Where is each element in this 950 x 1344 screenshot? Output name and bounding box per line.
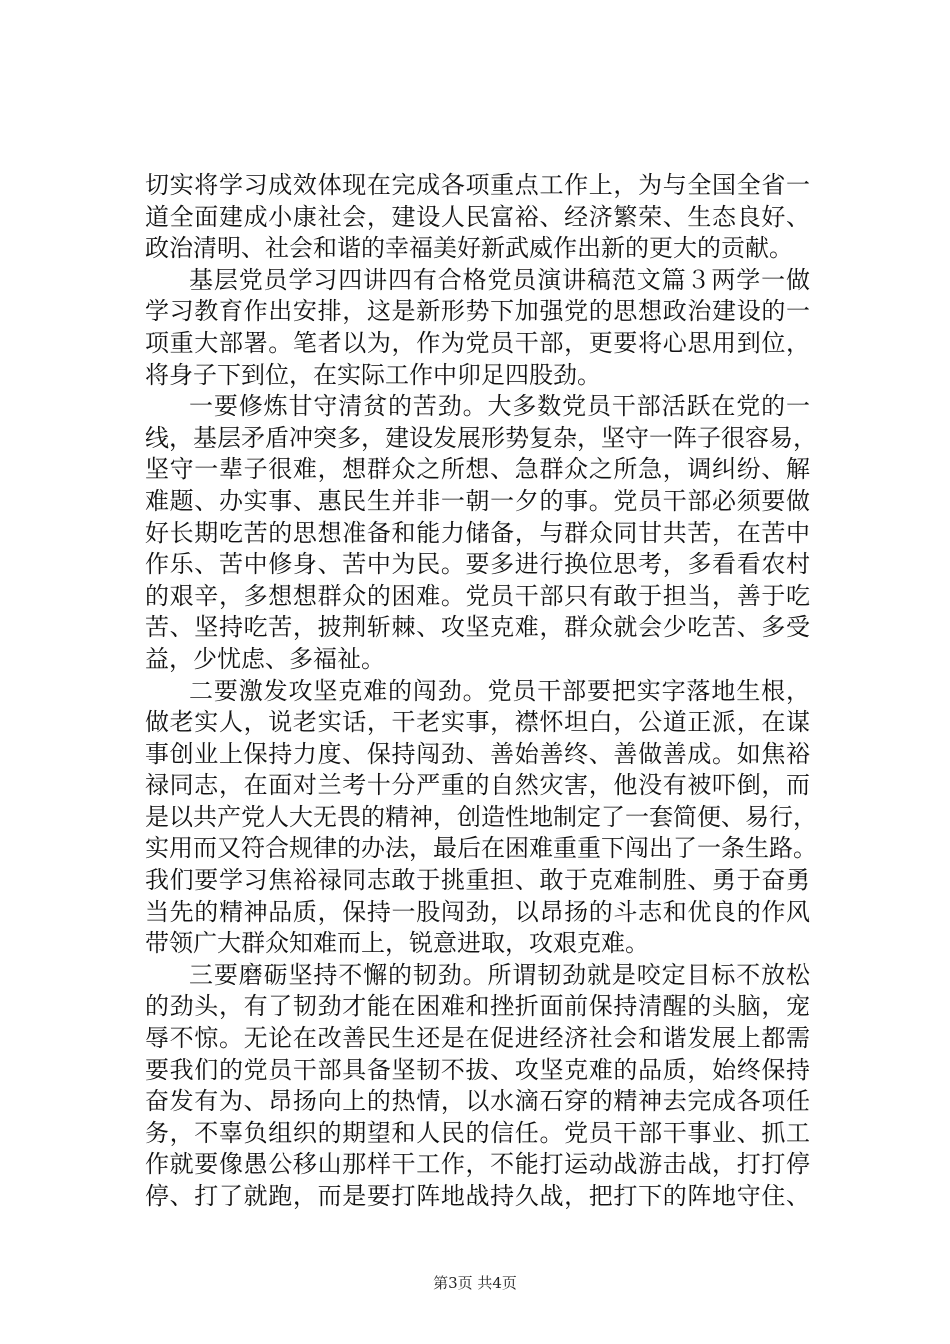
- text-line: 政治清明、社会和谐的幸福美好新武威作出新的更大的贡献。: [145, 234, 793, 263]
- text-line: 当先的精神品质，保持一股闯劲，以昂扬的斗志和优良的作风: [145, 897, 810, 926]
- document-body: [145, 170, 817, 1213]
- page-number-label: 第3页 共4页: [433, 1274, 517, 1292]
- text-line: 三要磨砺坚持不懈的韧劲。所谓韧劲就是咬定目标不放松: [189, 960, 810, 989]
- text-line: 基层党员学习四讲四有合格党员演讲稿范文篇３两学一做: [189, 265, 810, 294]
- text-line: 我们要学习焦裕禄同志敢于挑重担、敢于克难制胜、勇于奋勇: [145, 866, 810, 895]
- text-line: 务，不辜负组织的期望和人民的信任。党员干部干事业、抓工: [145, 1118, 810, 1147]
- text-line: 的艰辛，多想想群众的困难。党员干部只有敢于担当，善于吃: [145, 581, 810, 610]
- text-line: 切实将学习成效体现在完成各项重点工作上，为与全国全省一: [145, 171, 810, 199]
- text-line: 线，基层矛盾冲突多，建设发展形势复杂，坚守一阵子很容易，: [145, 423, 817, 452]
- page-footer: [0, 1273, 950, 1293]
- text-line: 益，少忧虑、多福祉。: [145, 644, 385, 673]
- text-line: 要我们的党员干部具备坚韧不拔、攻坚克难的品质，始终保持: [145, 1055, 810, 1084]
- text-line: 作就要像愚公移山那样干工作，不能打运动战游击战，打打停: [145, 1150, 810, 1179]
- text-line: 带领广大群众知难而上，锐意进取，攻艰克难。: [145, 929, 649, 958]
- text-line: 是以共产党人大无畏的精神，创造性地制定了一套简便、易行，: [145, 802, 817, 831]
- text-line: 二要激发攻坚克难的闯劲。党员干部要把实字落地生根，: [189, 676, 810, 705]
- text-line: 奋发有为、昂扬向上的热情，以水滴石穿的精神去完成各项任: [145, 1087, 810, 1116]
- text-line: 坚守一辈子很难，想群众之所想、急群众之所急，调纠纷、解: [145, 455, 810, 484]
- text-line: 事创业上保持力度、保持闯劲、善始善终、善做善成。如焦裕: [145, 739, 810, 768]
- text-line: 的劲头，有了韧劲才能在困难和挫折面前保持清醒的头脑，宠: [145, 992, 810, 1021]
- text-line: 做老实人，说老实话，干老实事，襟怀坦白，公道正派，在谋: [145, 708, 810, 737]
- text-line: 道全面建成小康社会，建设人民富裕、经济繁荣、生态良好、: [145, 202, 810, 231]
- text-line: 一要修炼甘守清贫的苦劲。大多数党员干部活跃在党的一: [189, 392, 810, 421]
- text-line: 难题、办实事、惠民生并非一朝一夕的事。党员干部必须要做: [145, 486, 810, 515]
- text-line: 学习教育作出安排，这是新形势下加强党的思想政治建设的一: [145, 297, 810, 326]
- text-line: 辱不惊。无论在改善民生还是在促进经济社会和谐发展上都需: [145, 1024, 810, 1053]
- text-line: 苦、坚持吃苦，披荆斩棘、攻坚克难，群众就会少吃苦、多受: [145, 613, 810, 642]
- text-line: 作乐、苦中修身、苦中为民。要多进行换位思考，多看看农村: [145, 550, 810, 579]
- text-line: 好长期吃苦的思想准备和能力储备，与群众同甘共苦，在苦中: [145, 518, 810, 547]
- text-line: 实用而又符合规律的办法，最后在困难重重下闯出了一条生路。: [145, 834, 817, 863]
- text-line: 将身子下到位，在实际工作中卯足四股劲。: [145, 360, 601, 389]
- text-line: 禄同志，在面对兰考十分严重的自然灾害，他没有被吓倒，而: [145, 771, 810, 800]
- text-line: 项重大部署。笔者以为，作为党员干部，更要将心思用到位，: [145, 328, 810, 357]
- text-line: 停、打了就跑，而是要打阵地战持久战，把打下的阵地守住、: [145, 1182, 810, 1210]
